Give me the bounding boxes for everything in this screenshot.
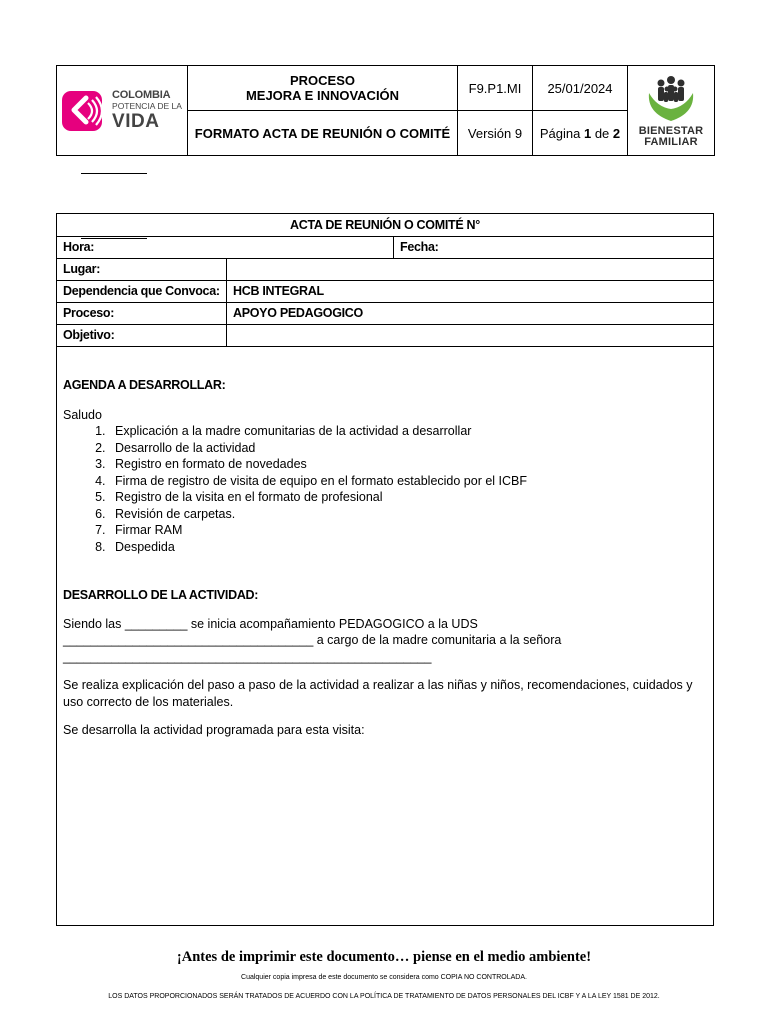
agenda-item: 5. Registro de la visita en el formato de profesional — [109, 489, 707, 506]
proceso-row — [57, 302, 713, 325]
agenda-item: 4. Firma de registro de visita de equipo en el formato establecido por el ICBF — [109, 473, 707, 490]
fecha-label: Fecha: — [400, 240, 439, 254]
document-code: F9.P1.MI — [458, 66, 533, 111]
proceso-value: APOYO PEDAGOGICO — [233, 306, 363, 320]
logo-word-colombia: COLOMBIA — [112, 88, 171, 101]
page-number — [533, 111, 628, 156]
objetivo-value — [227, 324, 713, 346]
stray-underline — [81, 173, 147, 174]
agenda-item: 6. Revisión de carpetas. — [109, 506, 707, 523]
page-of: de — [591, 125, 613, 141]
logo-word-vida: VIDA — [112, 110, 160, 132]
agenda-item: 3. Registro en formato de novedades — [109, 456, 707, 473]
agenda-title: AGENDA A DESARROLLAR: — [63, 378, 226, 392]
desarrollo-paragraph-2: Se realiza explicación del paso a paso de la actividad a realizar a las niñas y niños, recomendaciones, cuidados y uso correcto de los materiales. — [63, 678, 693, 709]
dependencia-row — [57, 280, 713, 303]
agenda-item: 1. Explicación a la madre comunitarias de la actividad a desarrollar — [109, 423, 707, 440]
objetivo-row — [57, 324, 713, 347]
agenda-intro: Saludo — [63, 407, 102, 422]
acta-title-row — [57, 214, 713, 237]
lugar-label: Lugar: — [63, 262, 101, 276]
bienestar-logo-cell — [628, 66, 715, 156]
environment-message: ¡Antes de imprimir este documento… piense en el medio ambiente! — [176, 949, 592, 965]
dependencia-value: HCB INTEGRAL — [233, 284, 324, 298]
lugar-value — [227, 258, 713, 280]
page-current: 1 — [583, 125, 592, 141]
process-cell — [188, 66, 458, 111]
copy-note: Cualquier copia impresa de este documento se considera como COPIA NO CONTROLADA. — [241, 974, 527, 981]
agenda-list — [63, 423, 707, 555]
agenda-item: 7. Firmar RAM — [109, 522, 707, 539]
familiar-word: FAMILIAR — [644, 136, 698, 148]
privacy-note: LOS DATOS PROPORCIONADOS SERÁN TRATADOS DE ACUERDO CON LA POLÍTICA DE TRATAMIENTO DE DATOS PERSONALES DEL ICBF Y A LA LEY 1581 DE 2012. — [108, 993, 660, 1000]
desarrollo-paragraph-3: Se desarrolla la actividad programada para esta visita: — [63, 723, 365, 737]
lugar-row — [57, 258, 713, 281]
colombia-logo-icon — [62, 90, 106, 132]
process-label: PROCESO — [289, 73, 355, 88]
desarrollo-paragraph-1: Siendo las _________ se inicia acompañamiento PEDAGOGICO a la UDS ____________________________________ a cargo de la madre comunitaria a la señora _____________________________________________________ — [63, 616, 562, 664]
agenda-item: 8. Despedida — [109, 539, 707, 556]
dependencia-label: Dependencia que Convoca: — [63, 284, 220, 298]
document-date: 25/01/2024 — [533, 66, 628, 111]
logo-word-potencia: POTENCIA DE LA — [112, 100, 182, 111]
page-prefix: Página — [539, 125, 584, 141]
meeting-minutes-table — [56, 213, 714, 926]
form-title: FORMATO ACTA DE REUNIÓN O COMITÉ — [188, 111, 458, 156]
colombia-potencia-vida-logo — [57, 66, 187, 155]
bienestar-familiar-icon — [641, 73, 701, 123]
document-version: Versión 9 — [458, 111, 533, 156]
page-total: 2 — [612, 125, 621, 141]
objetivo-label: Objetivo: — [63, 328, 115, 342]
agenda-item: 2. Desarrollo de la actividad — [109, 440, 707, 457]
proceso-label: Proceso: — [63, 306, 115, 320]
acta-body — [63, 346, 707, 739]
acta-title: ACTA DE REUNIÓN O COMITÉ N° — [290, 218, 480, 232]
colombia-logo-cell — [57, 66, 188, 156]
bienestar-word: BIENESTAR — [638, 125, 704, 137]
hora-fecha-row — [57, 236, 713, 259]
desarrollo-title: DESARROLLO DE LA ACTIVIDAD: — [63, 588, 259, 602]
document-header — [56, 65, 715, 156]
hora-label: Hora: — [63, 240, 95, 254]
process-name: MEJORA E INNOVACIÓN — [245, 88, 400, 103]
